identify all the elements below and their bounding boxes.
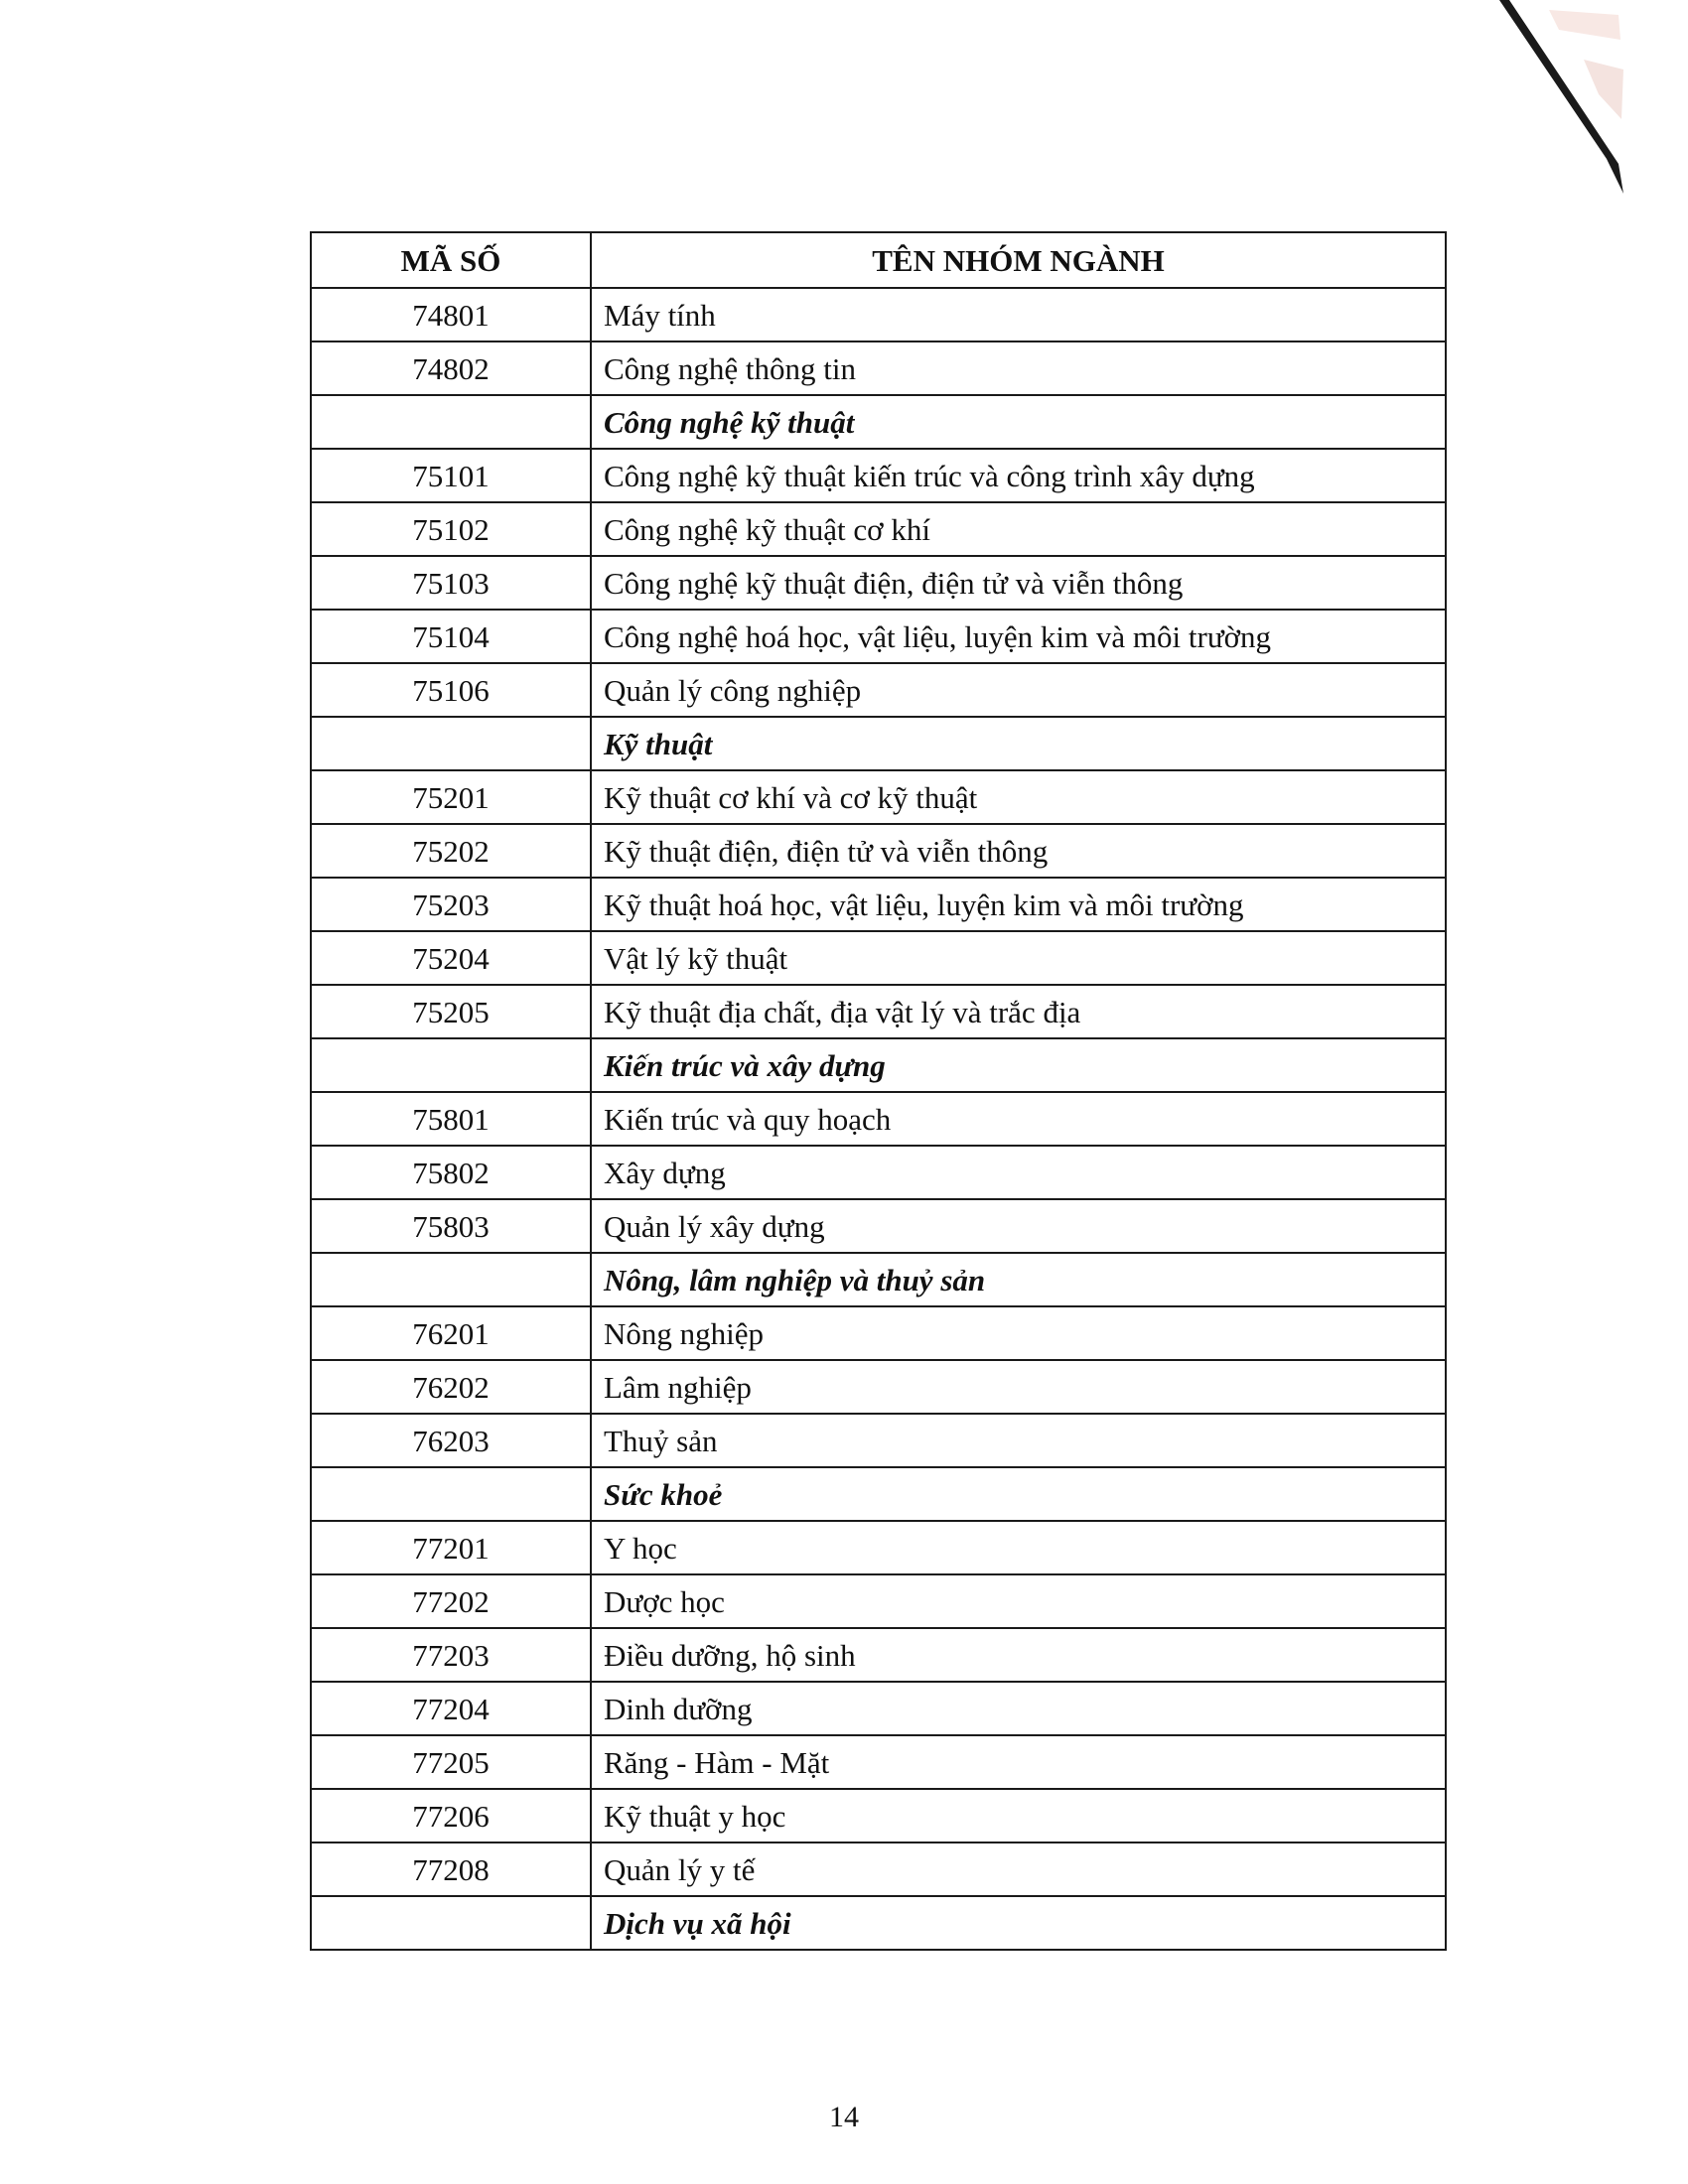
table-row [311,931,1446,985]
row-name: Quản lý công nghiệp [591,663,1446,717]
row-code: 76203 [311,1414,591,1467]
table-row [311,341,1446,395]
row-name: Công nghệ kỹ thuật cơ khí [591,502,1446,556]
table-row [311,1574,1446,1628]
table-row [311,288,1446,341]
page-number: 14 [829,2101,859,2133]
row-name: Công nghệ kỹ thuật kiến trúc và công trình xây dựng [591,449,1446,502]
row-name: Kỹ thuật cơ khí và cơ kỹ thuật [591,770,1446,824]
group-name: Dịch vụ xã hội [591,1896,1446,1950]
row-name: Dược học [591,1574,1446,1628]
group-name: Công nghệ kỹ thuật [591,395,1446,449]
table-row [311,1789,1446,1843]
table-body [311,288,1446,1950]
row-code: 75801 [311,1092,591,1146]
row-code: 75101 [311,449,591,502]
table-row [311,1414,1446,1467]
row-code: 75205 [311,985,591,1038]
table-row [311,1735,1446,1789]
row-code: 77202 [311,1574,591,1628]
row-code: 75203 [311,878,591,931]
row-name: Quản lý y tế [591,1843,1446,1896]
table-row [311,1092,1446,1146]
row-name: Răng - Hàm - Mặt [591,1735,1446,1789]
table-row [311,1306,1446,1360]
row-name: Kỹ thuật điện, điện tử và viễn thông [591,824,1446,878]
row-name: Điều dưỡng, hộ sinh [591,1628,1446,1682]
row-name: Kỹ thuật địa chất, địa vật lý và trắc địa [591,985,1446,1038]
group-name: Nông, lâm nghiệp và thuỷ sản [591,1253,1446,1306]
table-row [311,1682,1446,1735]
row-name: Công nghệ thông tin [591,341,1446,395]
table-group-row [311,395,1446,449]
table-row [311,663,1446,717]
row-name: Công nghệ hoá học, vật liệu, luyện kim và môi trường [591,610,1446,663]
row-code: 75202 [311,824,591,878]
table-group-row [311,1467,1446,1521]
row-name: Nông nghiệp [591,1306,1446,1360]
table-row [311,1360,1446,1414]
table-row [311,1199,1446,1253]
row-code: 76201 [311,1306,591,1360]
row-code: 75204 [311,931,591,985]
row-code [311,717,591,770]
row-code: 74801 [311,288,591,341]
group-name: Kỹ thuật [591,717,1446,770]
row-code [311,395,591,449]
row-name: Quản lý xây dựng [591,1199,1446,1253]
row-name: Kỹ thuật hoá học, vật liệu, luyện kim và môi trường [591,878,1446,931]
header-name: TÊN NHÓM NGÀNH [591,232,1446,288]
row-name: Kỹ thuật y học [591,1789,1446,1843]
row-name: Xây dựng [591,1146,1446,1199]
table-group-row [311,1896,1446,1950]
table-row [311,449,1446,502]
table-row [311,556,1446,610]
row-name: Lâm nghiệp [591,1360,1446,1414]
major-group-table [310,231,1447,1951]
table-row [311,1843,1446,1896]
row-code: 75104 [311,610,591,663]
group-name: Sức khoẻ [591,1467,1446,1521]
table-row [311,985,1446,1038]
table-row [311,1628,1446,1682]
row-code: 74802 [311,341,591,395]
page-corner-mark [1489,0,1628,199]
row-name: Máy tính [591,288,1446,341]
row-code [311,1896,591,1950]
header-code: MÃ SỐ [311,232,591,288]
row-code: 75103 [311,556,591,610]
table-group-row [311,717,1446,770]
table-row [311,1146,1446,1199]
row-code: 75802 [311,1146,591,1199]
row-name: Kiến trúc và quy hoạch [591,1092,1446,1146]
table-header-row [311,232,1446,288]
row-name: Dinh dưỡng [591,1682,1446,1735]
row-name: Công nghệ kỹ thuật điện, điện tử và viễn thông [591,556,1446,610]
row-code: 77201 [311,1521,591,1574]
table-row [311,878,1446,931]
row-code: 77208 [311,1843,591,1896]
table-row [311,824,1446,878]
row-code: 77205 [311,1735,591,1789]
row-code [311,1038,591,1092]
row-code: 76202 [311,1360,591,1414]
row-code [311,1253,591,1306]
row-code: 75106 [311,663,591,717]
row-code: 75201 [311,770,591,824]
row-code: 77206 [311,1789,591,1843]
table-group-row [311,1038,1446,1092]
row-code [311,1467,591,1521]
row-code: 77204 [311,1682,591,1735]
table-row [311,1521,1446,1574]
table-row [311,770,1446,824]
row-code: 75102 [311,502,591,556]
row-code: 75803 [311,1199,591,1253]
row-code: 77203 [311,1628,591,1682]
table-group-row [311,1253,1446,1306]
table-row [311,502,1446,556]
group-name: Kiến trúc và xây dựng [591,1038,1446,1092]
row-name: Y học [591,1521,1446,1574]
row-name: Vật lý kỹ thuật [591,931,1446,985]
row-name: Thuỷ sản [591,1414,1446,1467]
table-row [311,610,1446,663]
